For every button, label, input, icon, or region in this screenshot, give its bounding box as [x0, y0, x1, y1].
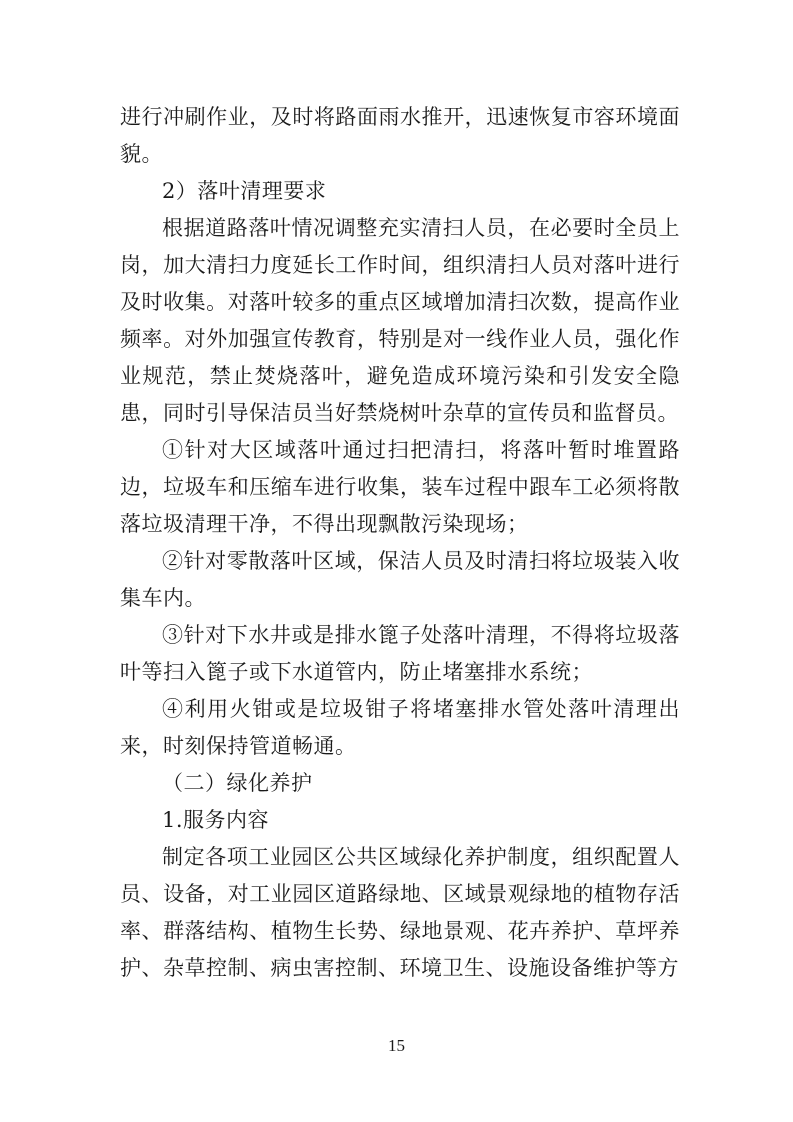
heading-greening-maintenance: （二）绿化养护: [162, 771, 313, 795]
heading-service-content: 1.服务内容: [162, 808, 270, 832]
paragraph-continuation: 进行冲刷作业，及时将路面雨水推开，迅速恢复市容环境面貌。: [120, 105, 680, 166]
heading-leaf-cleanup-requirements: 2）落叶清理要求: [162, 179, 327, 203]
paragraph-leaf-cleanup-staffing: 根据道路落叶情况调整充实清扫人员，在必要时全员上岗，加大清扫力度延长工作时间，组织清扫人员对落叶进行及时收集。对落叶较多的重点区域增加清扫次数，提高作业频率。对外加强宣传教育，特别是对一线作业人员，强化作业规范，禁止焚烧落叶，避免造成环境污染和引发安全隐患，同时引导保洁员当好禁烧树叶杂草的宣传员和监督员。: [120, 216, 680, 425]
list-item-large-area-leaves: ①针对大区域落叶通过扫把清扫，将落叶暂时堆置路边，垃圾车和压缩车进行收集，装车过程中跟车工必须将散落垃圾清理干净，不得出现飘散污染现场；: [120, 438, 680, 536]
paragraph-service-content: 制定各项工业园区公共区域绿化养护制度，组织配置人员、设备，对工业园区道路绿地、区域景观绿地的植物存活率、群落结构、植物生长势、绿地景观、花卉养护、草坪养护、杂草控制、病虫害控制、环境卫生、设施设备维护等方: [120, 845, 680, 980]
body-text: [120, 99, 680, 987]
list-item-pipe-clearing: ④利用火钳或是垃圾钳子将堵塞排水管处落叶清理出来，时刻保持管道畅通。: [120, 697, 680, 758]
list-item-scattered-leaves: ②针对零散落叶区域，保洁人员及时清扫将垃圾装入收集车内。: [120, 549, 680, 610]
page-number: 15: [388, 1036, 405, 1055]
list-item-drain-grate-leaves: ③针对下水井或是排水篦子处落叶清理，不得将垃圾落叶等扫入篦子或下水道管内，防止堵塞排水系统；: [120, 623, 680, 684]
